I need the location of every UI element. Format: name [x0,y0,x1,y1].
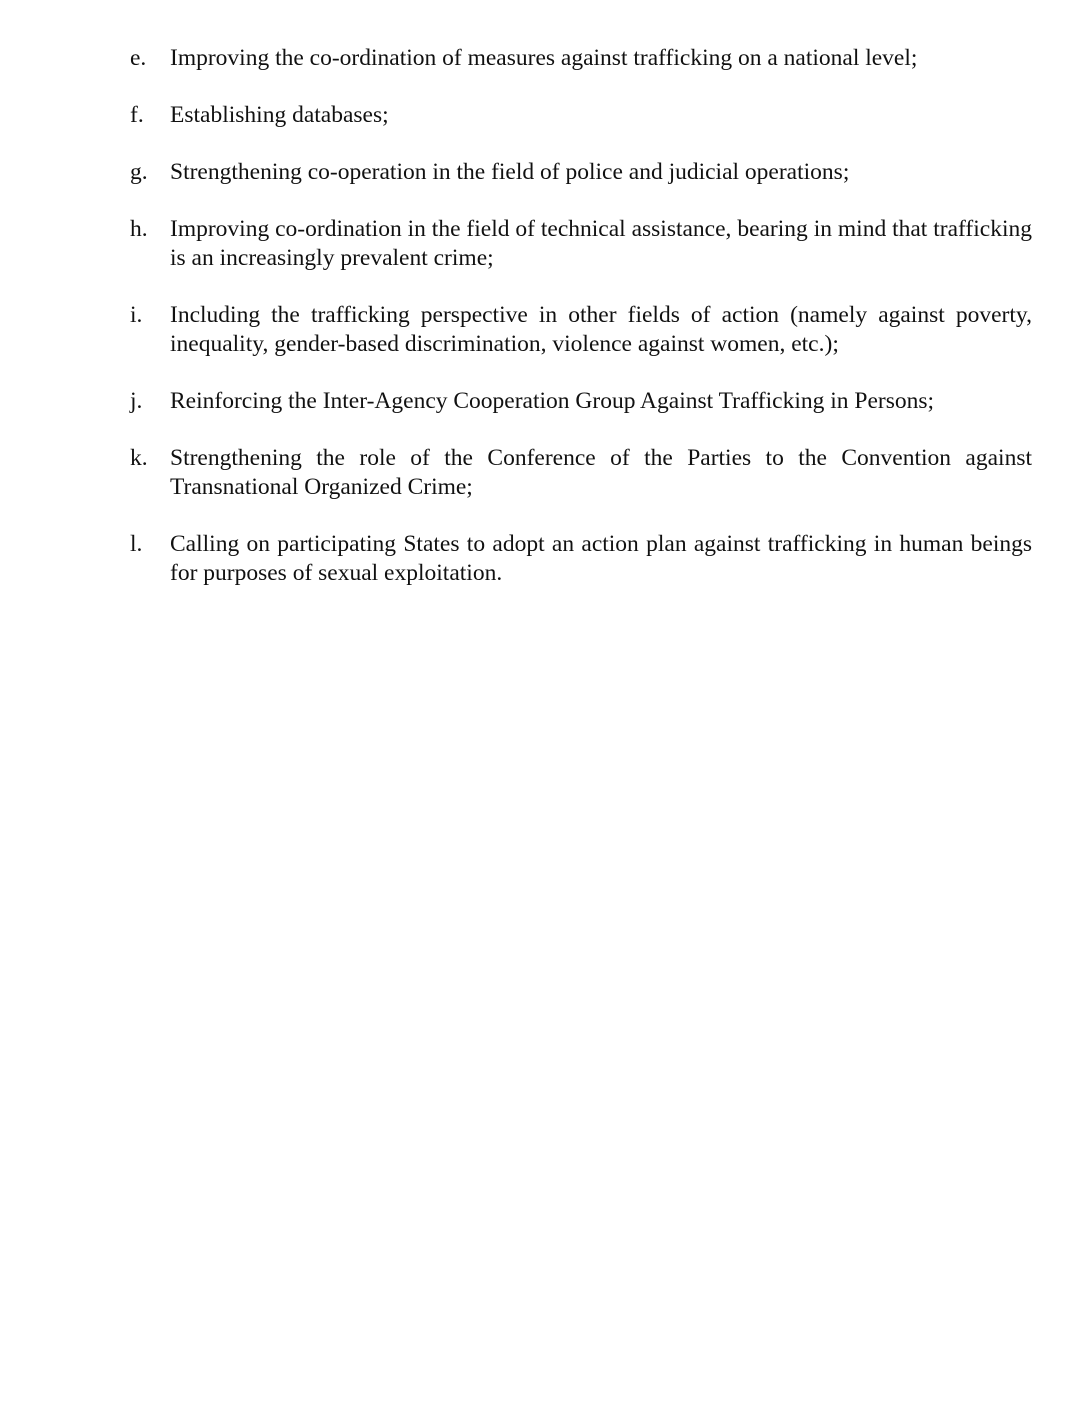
list-item-j [130,387,1032,416]
list-item-marker: l. [130,531,143,557]
list-item-marker: k. [130,445,148,471]
list-item-marker: f. [130,102,144,128]
measures-list [130,44,1032,616]
list-item-k [130,444,1032,502]
list-item-text: Calling on participating States to adopt an action plan against trafficking in human beings for purposes of sexual exploitation. [170,531,1032,586]
list-item-text: Strengthening co-operation in the field of police and judicial operations; [170,159,850,185]
list-item-e [130,44,1032,73]
list-item-text: Including the trafficking perspective in other fields of action (namely against poverty, inequality, gender-based discrimination, violence against women, etc.); [170,302,1032,357]
list-item-marker: i. [130,302,143,328]
list-item-text: Improving the co-ordination of measures against trafficking on a national level; [170,45,918,71]
list-item-l [130,530,1032,588]
list-item-marker: j. [130,388,143,414]
list-item-text: Reinforcing the Inter-Agency Cooperation Group Against Trafficking in Persons; [170,388,935,414]
list-item-text: Establishing databases; [170,102,389,128]
list-item-text: Improving co-ordination in the field of technical assistance, bearing in mind that trafficking is an increasingly prevalent crime; [170,216,1032,271]
list-item-marker: h. [130,216,148,242]
list-item-g [130,158,1032,187]
list-item-h [130,215,1032,273]
list-item-marker: g. [130,159,148,185]
list-item-marker: e. [130,45,147,71]
list-item-text: Strengthening the role of the Conference of the Parties to the Convention against Transnational Organized Crime; [170,445,1032,500]
list-item-i [130,301,1032,359]
list-item-f [130,101,1032,130]
